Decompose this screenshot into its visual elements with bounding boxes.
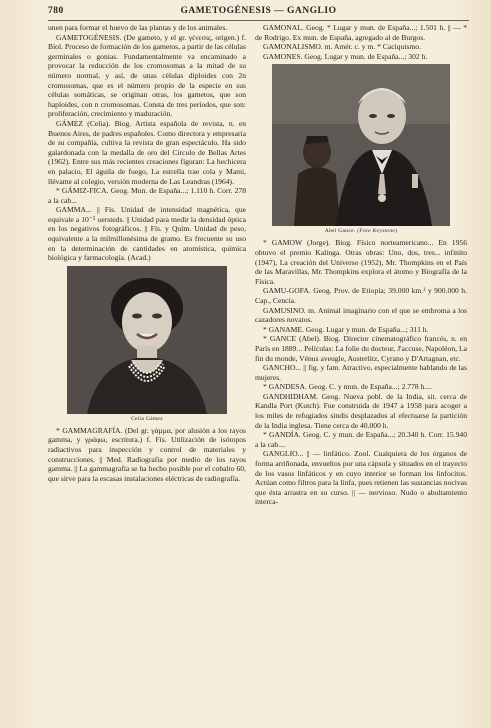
- entry-gancho: GANCHO... || fig. y fam. Atractivo, especialmente hablando de las mujeres.: [255, 363, 467, 382]
- photo-caption-text: Abel Gance.: [324, 228, 356, 235]
- photo-caption: [255, 228, 467, 235]
- left-column: [48, 23, 246, 483]
- entry-gamma: GAMMA... || Fís. Unidad de intensidad magnética, que equivale a 10⁻⁵ oersteds. || Unidad para medir la densidad óptica en los negativos fotográficos. || Fís. y Quím. Unidad de peso, equivalente a la milmillonésima de gramo. Es frecuente su uso en la determinación de cantidades en atomística, química biológica y farmacología. (Acad.): [48, 205, 246, 263]
- entry-gance: * GANCE (Abel). Biog. Director cinematográfico francés, n. en París en 1889... Películas: La folie du docteur, J'accuse, Napoléon, La fin du monde, Vénus aveugle, Austerlitz, Cyrano y D'Artagnan, etc.: [255, 334, 467, 363]
- entry-gamu-gofa: GAMU-GOFA. Geog. Prov. de Etiopía; 39.000 km.² y 900.000 h. Cap., Cencia.: [255, 286, 467, 305]
- right-column: [255, 23, 467, 507]
- entry-gametogenesis: GAMETOGÉNESIS. (De gameto, y el gr. γένεσις, origen.) f. Biol. Proceso de formación de los gametos, a partir de las células germinales o gonias. Fundamentalmente va encaminado a provocar la reducción de los cromosomas a la mitad de su número normal, y así, de unas células diploides con 2n cromosomas, que es el número propio de la especie en sus células somáticas, se originan otras, los gametos, que son haploides, con n cromosomas. Consta de tres períodos, que son: proliferación, crecimiento y maduración.: [48, 32, 247, 119]
- page-number: 780: [48, 6, 64, 16]
- entry-gamez: GÁMEZ (Celia). Biog. Artista española de revista, n. en Buenos Aires, de padres españoles. Como directora y empresaria de su compañía, cultiva la revista de gran espectáculo. Ha sido galardonada con la medalla de oro del Círculo de Bellas Artes (1962). Entre sus más recientes creaciones figuran: La hechicera en palacio, El águila de fuego, La estrella trae cola y Mami, llévame al colegio, versión moderna de Las Leandras (1964).: [48, 118, 246, 186]
- entry-paragraph: unen para formar el huevo de las plantas y de los animales.: [48, 23, 228, 32]
- entry-ganame: * GANAME. Geog. Lugar y mun. de España...; 311 h.: [263, 324, 429, 334]
- photo-caption: [48, 416, 246, 423]
- entry-gamusino: GAMUSINO. m. Animal imaginario con el que se embroma a los cazadores novatos.: [255, 305, 467, 325]
- entry-gandhidham: GANDHIDHAM. Geog. Nueva pobl. de la India, sit. cerca de Kandla Port (Kutch). Fue construida de 1947 a 1958 para acoger a los miles de refugiados sindis desplazados al efectuarse la partición de la India inglesa. Tiene cerca de 40.000 h.: [255, 391, 467, 430]
- entry-gandesa: * GANDESA. Geog. C. y mun. de España...; 2.778 h....: [263, 382, 432, 392]
- entry-gamonal: GAMONAL. Geog. * Lugar y mun. de España...; 1.501 h. || — * de Rodrigo. Ex mun. de España, agregado al de Burgos.: [255, 23, 467, 42]
- entry-ganglio: GANGLIO... || — linfático. Zool. Cualquiera de los órganos de forma arriñonada, envueltos por una cápsula y situados en el trayecto de los vasos linfáticos y en cuyo interior se forman los linfocitos. Actúan como filtros para la linfa, pues retienen las sustancias nocivas que ésta arrastra en su curso. || — nervioso. Nudo o abultamiento interca-: [255, 449, 467, 507]
- entry-gandia: * GANDÍA. Geog. C. y mun. de España...; 20.340 h. Corr. 15.940 a la cab....: [255, 430, 467, 449]
- portrait-photo-abel-gance: [272, 64, 450, 226]
- entry-gamones: GAMONES. Geog. Lugar y mun. de España...; 302 h.: [263, 51, 428, 61]
- entry-gammagrafia: * GAMMAGRAFÍA. (Del gr. γάμμα, por alusión a los rayos gamma, y γράφω, escritura.) f. Fís. Utilización de isótopos radiactivos para inspección y control de materiales y construcciones. || Med. Radiografía por medio de los rayos gamma. || La gammagrafía se ha hecho posible por el cobalto 60, que sirve para la escasas instalaciones eléctricas de radiografía.: [48, 425, 246, 483]
- photo-credit: (Foto Keystone): [357, 228, 398, 235]
- entry-gamonalismo: GAMONALISMO. m. Amér. c. y m. * Caciquismo.: [263, 42, 421, 52]
- entry-gamow: * GAMOW (Jorge). Biog. Físico norteamericano... En 1956 obtuvo el premio Kalinga. Otras obras: Uno, dos, tres... infinito (1947), La creación del Universo (1952), Mr. Thompkins en el País de las Maravillas, Mr. Thompkins explora el átomo y Biografía de la Física.: [255, 238, 467, 286]
- page-header: [48, 6, 469, 21]
- portrait-photo-celia-gamez: [67, 266, 227, 414]
- entry-gamiz-fica: * GÁMIZ-FICA. Geog. Mun. de España...; 1.110 h. Corr. 278 a la cab...: [48, 186, 246, 205]
- photo-caption-text: Celia Gámez: [131, 415, 163, 422]
- page-title: GAMETOGÉNESIS — GANGLIO: [180, 6, 337, 16]
